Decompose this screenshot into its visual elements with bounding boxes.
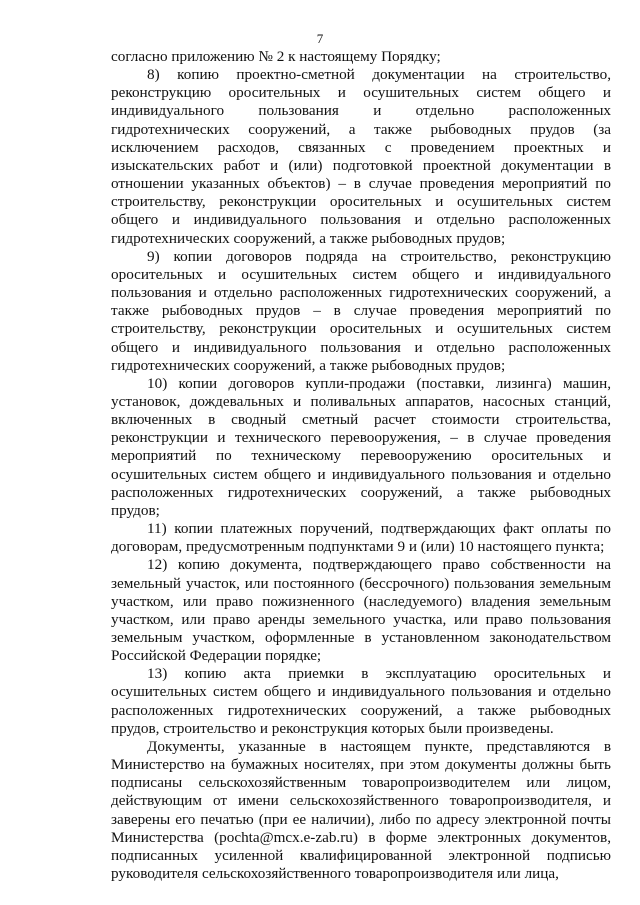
paragraph-item-10: 10) копии договоров купли-продажи (поставки, лизинга) машин, установок, дождевальных и поливальных аппаратов, насосных станций, включенных в сводный сметный расчет стоимости строительства, реконструкции и технического перевооружения, – в случае проведения мероприятий по техническому перевооружению оросительных и осушительных систем общего и индивидуального пользования и отдельно расположенных гидротехнических сооружений, а также рыбоводных прудов; [111,374,611,519]
document-body [111,48,611,883]
page-number: 7 [316,31,324,46]
paragraph-item-12: 12) копию документа, подтверждающего право собственности на земельный участок, или постоянного (бессрочного) пользования земельным участком, или право пожизненного (наследуемого) владения земельным участком, или право аренды земельного участка, или право пользования земельным участком, оформленные в установленном законодательством Российской Федерации порядке; [111,556,611,665]
paragraph-item-13: 13) копию акта приемки в эксплуатацию оросительных и осушительных систем общего и индивидуального пользования и отдельно расположенных гидротехнических сооружений, а также рыбоводных прудов, строительство и реконструкция которых были произведены. [111,665,611,737]
paragraph-continuation: согласно приложению № 2 к настоящему Порядку; [111,48,441,65]
paragraph-item-8: 8) копию проектно-сметной документации на строительство, реконструкцию оросительных и осушительных систем общего и индивидуального пользования и отдельно расположенных гидротехнических сооружений, а также рыбоводных прудов (за исключением расходов, связанных с проведением проектных и изыскательских работ и (или) подготовкой проектной документации в отношении указанных объектов) – в случае проведения мероприятий по строительству, реконструкции оросительных и осушительных систем общего и индивидуального пользования и отдельно расположенных гидротехнических сооружений, а также рыбоводных прудов; [111,66,611,247]
paragraph-item-9: 9) копии договоров подряда на строительство, реконструкцию оросительных и осушительных систем общего и индивидуального пользования и отдельно расположенных гидротехнических сооружений, а также рыбоводных прудов – в случае проведения мероприятий по строительству, реконструкции оросительных и осушительных систем общего и индивидуального пользования и отдельно расположенных гидротехнических сооружений, а также рыбоводных прудов; [111,247,611,374]
paragraph-item-11: 11) копии платежных поручений, подтверждающих факт оплаты по договорам, предусмотренным подпунктами 9 и (или) 10 настоящего пункта; [111,520,611,556]
paragraph-submission-rules: Документы, указанные в настоящем пункте, представляются в Министерство на бумажных носителях, при этом документы должны быть подписаны сельскохозяйственным товаропроизводителем или лицом, действующим от имени сельскохозяйственного товаропроизводителя, и заверены его печатью (при ее наличии), либо по адресу электронной почты Министерства (pochta@mcx.e-zab.ru) в форме электронных документов, подписанных усиленной квалифицированной электронной подписью руководителя сельскохозяйственного товаропроизводителя или лица, [111,737,611,883]
